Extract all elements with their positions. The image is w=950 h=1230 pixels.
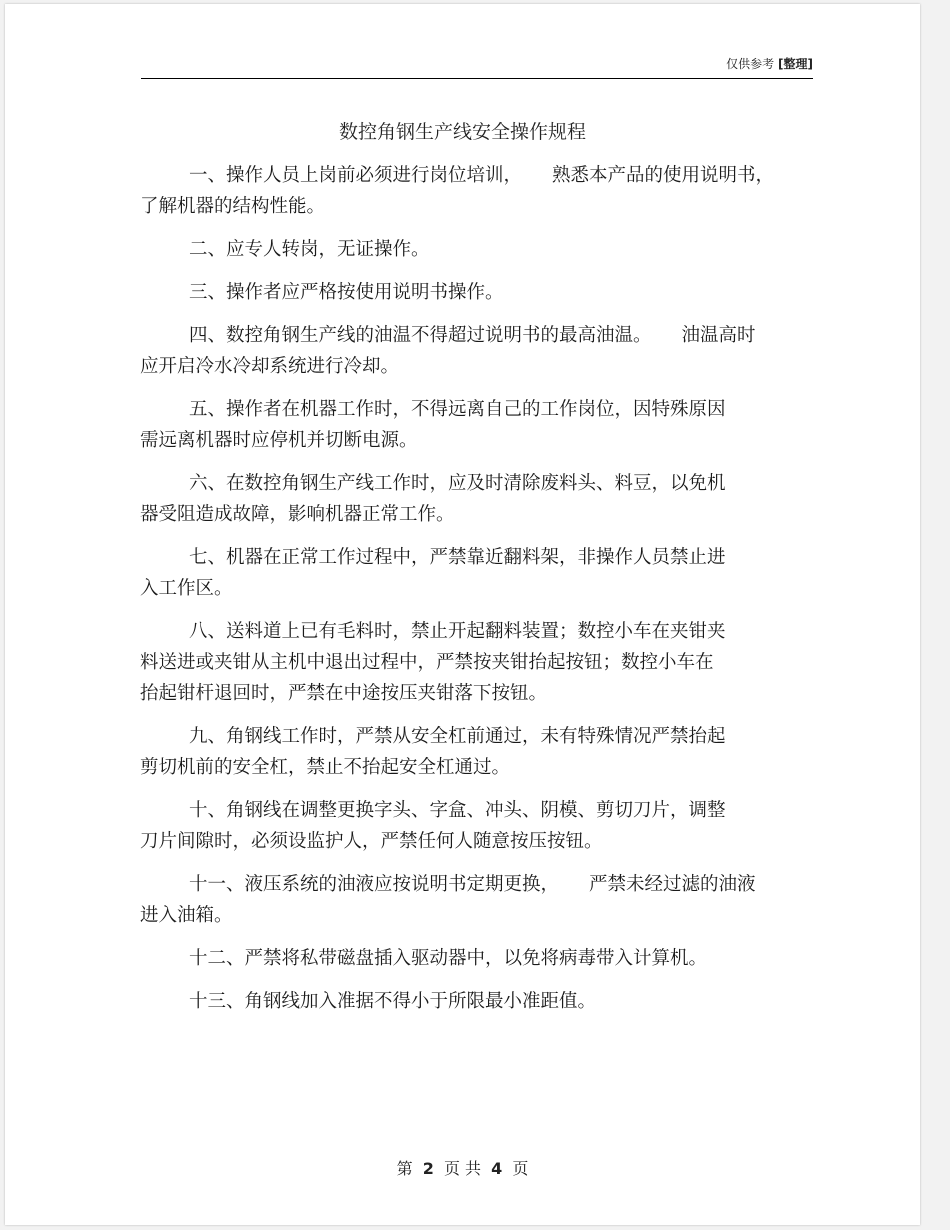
page-header	[141, 56, 813, 79]
paragraph-line: 三、操作者应严格按使用说明书操作。	[189, 282, 504, 303]
paragraph-line: 剪切机前的安全杠，禁止不抬起安全杠通过。	[140, 757, 511, 778]
paragraph-line: 应开启冷水冷却系统进行冷却。	[140, 356, 400, 377]
paragraph-line: 八、送料道上已有毛料时，禁止开起翻料装置；数控小车在夹钳夹	[189, 621, 726, 642]
footer-prefix: 第	[396, 1159, 413, 1178]
paragraph-line: 十二、严禁将私带磁盘插入驱动器中，以免将病毒带入计算机。	[189, 948, 708, 969]
paragraph-line: 二、应专人转岗，无证操作。	[189, 239, 430, 260]
paragraph-11	[140, 869, 820, 931]
paragraph-8	[140, 616, 820, 709]
paragraph-12	[140, 943, 820, 974]
paragraph-line: 一、操作人员上岗前必须进行岗位培训， 熟悉本产品的使用说明书，	[189, 165, 775, 186]
paragraph-line: 四、数控角钢生产线的油温不得超过说明书的最高油温。 油温高时	[189, 325, 756, 346]
paragraph-line: 五、操作者在机器工作时，不得远离自己的工作岗位，因特殊原因	[189, 399, 726, 420]
paragraph-5	[140, 394, 820, 456]
footer-suffix: 页	[512, 1159, 529, 1178]
paragraph-9	[140, 721, 820, 783]
paragraph-line: 七、机器在正常工作过程中，严禁靠近翻料架，非操作人员禁止进	[189, 547, 726, 568]
paragraph-line: 器受阻造成故障，影响机器正常工作。	[140, 504, 455, 525]
paragraph-2	[140, 234, 820, 265]
paragraph-4	[140, 320, 820, 382]
footer-middle: 页 共	[443, 1159, 482, 1178]
paragraph-line: 九、角钢线工作时，严禁从安全杠前通过，未有特殊情况严禁抬起	[189, 726, 726, 747]
paragraph-line: 了解机器的结构性能。	[140, 196, 326, 217]
paragraph-line: 入工作区。	[140, 578, 233, 599]
paragraph-line: 六、在数控角钢生产线工作时，应及时清除废料头、料豆，以免机	[189, 473, 726, 494]
document-title: 数控角钢生产线安全操作规程	[338, 121, 586, 143]
page-footer	[5, 1156, 920, 1179]
paragraph-line: 十三、角钢线加入准据不得小于所限最小准距值。	[189, 991, 597, 1012]
paragraph-line: 料送进或夹钳从主机中退出过程中，严禁按夹钳抬起按钮；数控小车在	[140, 652, 714, 673]
document-page	[5, 4, 920, 1225]
document-body	[140, 160, 820, 1029]
paragraph-line: 需远离机器时应停机并切断电源。	[140, 430, 418, 451]
paragraph-1	[140, 160, 820, 222]
header-note: 仅供参考	[726, 57, 775, 71]
footer-total-pages: 4	[491, 1159, 503, 1178]
paragraph-7	[140, 542, 820, 604]
paragraph-6	[140, 468, 820, 530]
footer-page-number: 2	[422, 1159, 434, 1178]
paragraph-13	[140, 986, 820, 1017]
header-tag: [整理]	[778, 57, 813, 71]
paragraph-line: 抬起钳杆退回时，严禁在中途按压夹钳落下按钮。	[140, 683, 548, 704]
paragraph-10	[140, 795, 820, 857]
paragraph-line: 十一、液压系统的油液应按说明书定期更换， 严禁未经过滤的油液	[189, 874, 756, 895]
paragraph-line: 进入油箱。	[140, 905, 233, 926]
paragraph-3	[140, 277, 820, 308]
paragraph-line: 刀片间隙时，必须设监护人，严禁任何人随意按压按钮。	[140, 831, 603, 852]
paragraph-line: 十、角钢线在调整更换字头、字盒、冲头、阴模、剪切刀片，调整	[189, 800, 726, 821]
